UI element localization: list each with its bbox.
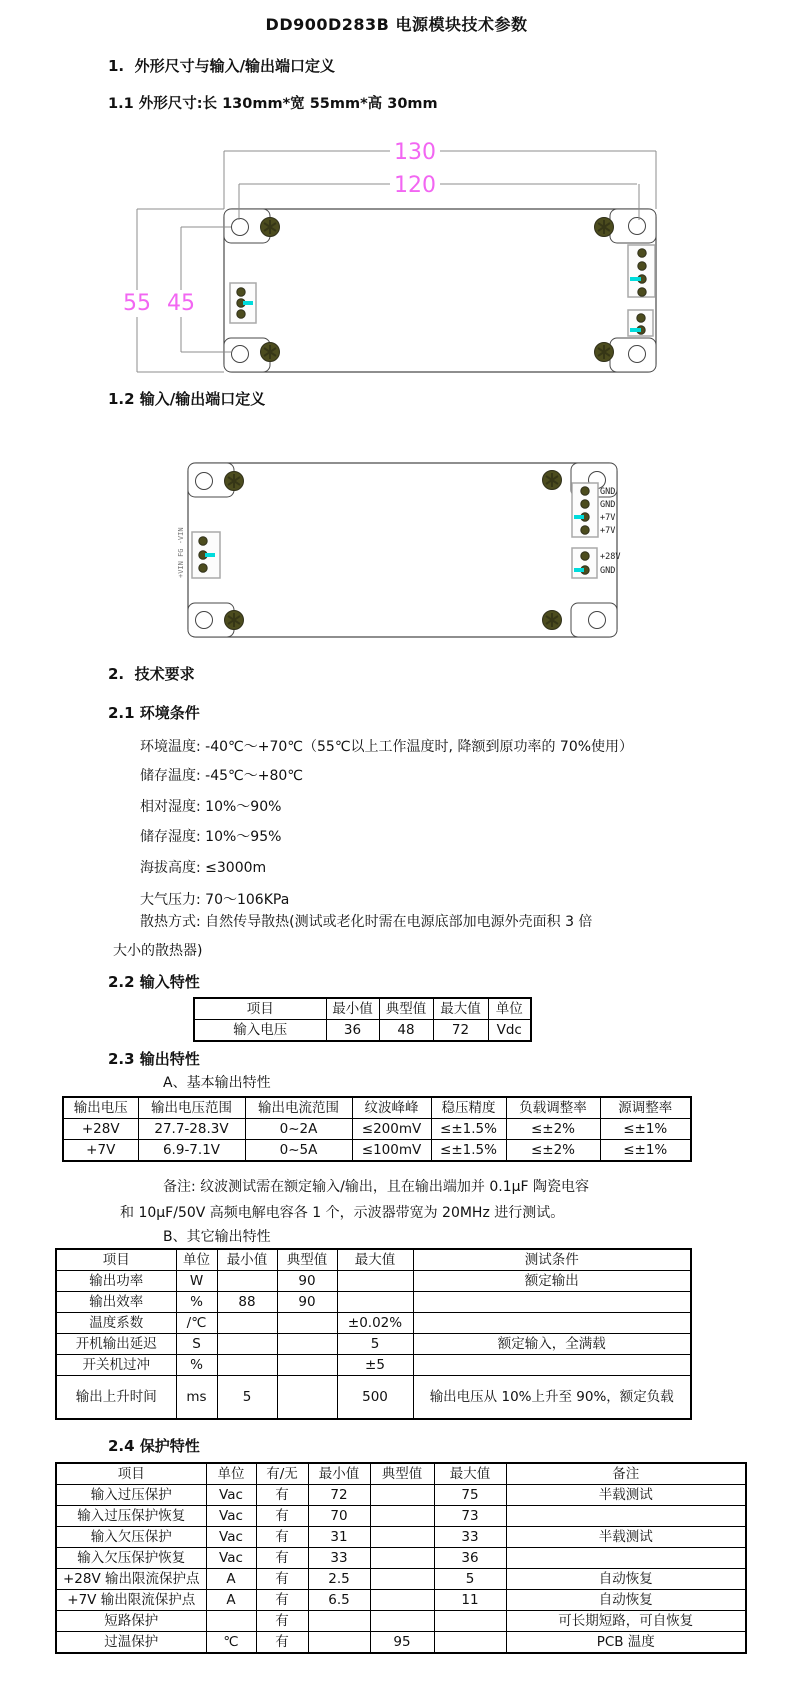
section-1-heading: 1. 外形尺寸与输入/输出端口定义 xyxy=(108,57,336,75)
table-cell: 温度系数 xyxy=(56,1313,176,1334)
table-cell xyxy=(206,1611,256,1632)
column-header: 负载调整率 xyxy=(506,1097,600,1119)
table-cell: 75 xyxy=(434,1485,506,1506)
column-header: 最小值 xyxy=(326,998,379,1020)
table-cell xyxy=(277,1355,337,1376)
table-cell: 有 xyxy=(256,1527,308,1548)
mounting-hole-icon xyxy=(232,219,249,236)
table-row xyxy=(56,1548,746,1569)
table-row xyxy=(56,1376,691,1420)
table-cell: 额定输入，全满载 xyxy=(413,1334,691,1355)
table-cell: 过温保护 xyxy=(56,1632,206,1654)
table-cell: 输出上升时间 xyxy=(56,1376,176,1420)
column-header: 最大值 xyxy=(337,1249,413,1271)
table-cell: 5 xyxy=(217,1376,277,1420)
table-cell: 半载测试 xyxy=(506,1485,746,1506)
table-cell xyxy=(413,1292,691,1313)
mounting-hole-icon xyxy=(629,218,646,235)
table-row xyxy=(56,1334,691,1355)
env-line-pressure: 大气压力: 70～106KPa xyxy=(140,892,290,908)
dim-45-label: 45 xyxy=(167,291,195,316)
table-cell xyxy=(506,1506,746,1527)
table-row xyxy=(56,1590,746,1611)
section-2-2-heading: 2.2 输入特性 xyxy=(108,973,200,991)
pin-icon xyxy=(638,288,646,296)
ripple-note-line2: 和 10μF/50V 高频电解电容各 1 个，示波器带宽为 20MHz 进行测试。 xyxy=(120,1205,565,1221)
table-cell: 500 xyxy=(337,1376,413,1420)
mounting-hole-icon xyxy=(196,612,213,629)
table-cell: 输出电压从 10%上升至 90%，额定负载 xyxy=(413,1376,691,1420)
table-cell xyxy=(506,1548,746,1569)
table-cell: 输出效率 xyxy=(56,1292,176,1313)
pin-highlight xyxy=(630,328,641,332)
table-cell xyxy=(337,1292,413,1313)
table-cell: 输入欠压保护恢复 xyxy=(56,1548,206,1569)
mounting-hole-icon xyxy=(589,612,606,629)
table-cell: ±0.02% xyxy=(337,1313,413,1334)
column-header: 单位 xyxy=(176,1249,217,1271)
env-line-humidity: 相对湿度: 10%～90% xyxy=(140,799,282,815)
table-cell: ≤200mV xyxy=(352,1119,431,1140)
subsection-a-heading: A、基本输出特性 xyxy=(163,1075,271,1091)
table-row xyxy=(56,1527,746,1548)
table-cell xyxy=(217,1271,277,1292)
column-header: 最大值 xyxy=(434,1463,506,1485)
table-cell: 输入过压保护恢复 xyxy=(56,1506,206,1527)
table-cell: Vac xyxy=(206,1527,256,1548)
mounting-hole-icon xyxy=(232,346,249,363)
table-cell: 70 xyxy=(308,1506,370,1527)
table-cell xyxy=(370,1527,434,1548)
table-cell: 输入电压 xyxy=(194,1020,326,1042)
table-cell: 自动恢复 xyxy=(506,1590,746,1611)
table-cell: 有 xyxy=(256,1632,308,1654)
column-header: 典型值 xyxy=(379,998,433,1020)
pin-label-7v: +7V xyxy=(600,526,616,536)
table-cell xyxy=(370,1611,434,1632)
table-cell: 2.5 xyxy=(308,1569,370,1590)
dim-55-label: 55 xyxy=(123,291,151,316)
data-table xyxy=(55,1248,692,1420)
header-row xyxy=(56,1249,691,1271)
column-header: 项目 xyxy=(194,998,326,1020)
dimension-drawing xyxy=(0,130,793,382)
column-header: 单位 xyxy=(206,1463,256,1485)
env-line-temperature: 环境温度: -40℃～+70℃（55℃以上工作温度时, 降额到原功率的 70%使用） xyxy=(140,739,634,755)
table-cell: Vdc xyxy=(488,1020,531,1042)
table-cell: Vac xyxy=(206,1548,256,1569)
table-cell: 88 xyxy=(217,1292,277,1313)
column-header: 测试条件 xyxy=(413,1249,691,1271)
table-cell: 输出功率 xyxy=(56,1271,176,1292)
table-cell: PCB 温度 xyxy=(506,1632,746,1654)
table-cell: 95 xyxy=(370,1632,434,1654)
table-cell: 有 xyxy=(256,1485,308,1506)
table-row xyxy=(56,1271,691,1292)
table-cell xyxy=(370,1485,434,1506)
table-row xyxy=(63,1140,691,1162)
table-cell: 36 xyxy=(434,1548,506,1569)
table-cell: +28V 输出限流保护点 xyxy=(56,1569,206,1590)
table-cell: 额定输出 xyxy=(413,1271,691,1292)
table-row xyxy=(56,1506,746,1527)
table-cell: A xyxy=(206,1590,256,1611)
table-cell: 有 xyxy=(256,1569,308,1590)
input-characteristics-table xyxy=(193,997,532,1042)
screw-icon xyxy=(225,611,244,630)
table-cell: S xyxy=(176,1334,217,1355)
dim-130-label: 130 xyxy=(394,140,436,165)
table-row xyxy=(194,1020,531,1042)
table-row xyxy=(56,1569,746,1590)
protection-table xyxy=(55,1462,747,1654)
port-definition-drawing xyxy=(0,420,793,650)
pin-label-gnd: GND xyxy=(600,500,616,510)
pin-icon xyxy=(199,537,207,545)
mounting-hole-icon xyxy=(629,346,646,363)
table-cell xyxy=(434,1611,506,1632)
pin-highlight xyxy=(630,277,641,281)
table-cell: 5 xyxy=(434,1569,506,1590)
table-cell: 有 xyxy=(256,1548,308,1569)
column-header: 最小值 xyxy=(217,1249,277,1271)
env-line-cooling-cont: 大小的散热器) xyxy=(113,943,203,959)
column-header: 输出电压 xyxy=(63,1097,138,1119)
table-cell: 半载测试 xyxy=(506,1527,746,1548)
pin-icon xyxy=(237,288,245,296)
table-cell: 36 xyxy=(326,1020,379,1042)
table-cell xyxy=(370,1548,434,1569)
section-2-3-heading: 2.3 输出特性 xyxy=(108,1050,200,1068)
table-cell: 0~5A xyxy=(245,1140,352,1162)
section-1-2-heading: 1.2 输入/输出端口定义 xyxy=(108,390,266,408)
screw-icon xyxy=(261,343,280,362)
table-cell xyxy=(217,1355,277,1376)
header-row xyxy=(194,998,531,1020)
table-cell: ≤±2% xyxy=(506,1119,600,1140)
table-cell: 自动恢复 xyxy=(506,1569,746,1590)
pin-icon xyxy=(638,262,646,270)
table-cell: 48 xyxy=(379,1020,433,1042)
table-cell xyxy=(434,1632,506,1654)
column-header: 最大值 xyxy=(433,998,488,1020)
column-header: 有/无 xyxy=(256,1463,308,1485)
basic-output-table xyxy=(62,1096,692,1162)
column-header: 输出电流范围 xyxy=(245,1097,352,1119)
env-line-altitude: 海拔高度: ≤3000m xyxy=(140,860,267,876)
table-cell: 0~2A xyxy=(245,1119,352,1140)
table-cell: ≤±1.5% xyxy=(431,1119,506,1140)
pin-icon xyxy=(581,500,589,508)
section-2-4-heading: 2.4 保护特性 xyxy=(108,1437,200,1455)
table-cell: 11 xyxy=(434,1590,506,1611)
dim-120-label: 120 xyxy=(394,173,436,198)
table-cell xyxy=(370,1569,434,1590)
table-cell: ≤100mV xyxy=(352,1140,431,1162)
column-header: 典型值 xyxy=(277,1249,337,1271)
table-cell xyxy=(370,1506,434,1527)
pin-icon xyxy=(581,487,589,495)
input-pins-label: +VIN FG -VIN xyxy=(177,527,185,578)
pin-icon xyxy=(237,310,245,318)
table-cell: 有 xyxy=(256,1611,308,1632)
pin-highlight xyxy=(574,568,584,572)
table-cell xyxy=(277,1376,337,1420)
pin-highlight xyxy=(574,515,584,519)
screw-icon xyxy=(261,218,280,237)
column-header: 项目 xyxy=(56,1249,176,1271)
column-header: 典型值 xyxy=(370,1463,434,1485)
table-cell: 73 xyxy=(434,1506,506,1527)
pin-label-7v: +7V xyxy=(600,513,616,523)
table-row xyxy=(56,1611,746,1632)
env-line-cooling: 散热方式: 自然传导散热(测试或老化时需在电源底部加电源外壳面积 3 倍 xyxy=(140,914,593,930)
mounting-hole-icon xyxy=(196,473,213,490)
column-header: 单位 xyxy=(488,998,531,1020)
table-cell xyxy=(337,1271,413,1292)
table-cell: W xyxy=(176,1271,217,1292)
table-cell: 33 xyxy=(308,1548,370,1569)
pin-icon xyxy=(581,552,589,560)
section-2-1-heading: 2.1 环境条件 xyxy=(108,704,200,722)
column-header: 最小值 xyxy=(308,1463,370,1485)
pin-icon xyxy=(199,564,207,572)
column-header: 纹波峰峰 xyxy=(352,1097,431,1119)
table-cell xyxy=(217,1313,277,1334)
pin-icon xyxy=(581,526,589,534)
pin-icon xyxy=(637,314,645,322)
table-cell: ℃ xyxy=(206,1632,256,1654)
screw-icon xyxy=(225,472,244,491)
table-cell xyxy=(277,1334,337,1355)
ripple-note-line1: 备注: 纹波测试需在额定输入/输出，且在输出端加并 0.1μF 陶瓷电容 xyxy=(163,1179,590,1195)
table-cell: 开关机过冲 xyxy=(56,1355,176,1376)
column-header: 备注 xyxy=(506,1463,746,1485)
pin-highlight xyxy=(243,301,253,305)
pin-highlight xyxy=(205,553,215,557)
env-line-storage-temp: 储存温度: -45℃～+80℃ xyxy=(140,768,304,784)
screw-icon xyxy=(595,218,614,237)
table-cell: A xyxy=(206,1569,256,1590)
table-cell: % xyxy=(176,1292,217,1313)
data-table xyxy=(193,997,532,1042)
subsection-b-heading: B、其它输出特性 xyxy=(163,1229,271,1245)
table-cell: Vac xyxy=(206,1506,256,1527)
screw-icon xyxy=(543,611,562,630)
header-row xyxy=(63,1097,691,1119)
document-title: DD900D283B 电源模块技术参数 xyxy=(265,15,528,34)
table-cell: /℃ xyxy=(176,1313,217,1334)
table-row xyxy=(56,1485,746,1506)
table-cell: 5 xyxy=(337,1334,413,1355)
table-row xyxy=(56,1632,746,1654)
table-cell: 输入欠压保护 xyxy=(56,1527,206,1548)
pin-label-gnd: GND xyxy=(600,566,616,576)
table-cell: ms xyxy=(176,1376,217,1420)
table-cell: ≤±2% xyxy=(506,1140,600,1162)
screw-icon xyxy=(595,343,614,362)
table-row xyxy=(63,1119,691,1140)
other-output-table xyxy=(55,1248,692,1420)
data-table xyxy=(55,1462,747,1654)
column-header: 稳压精度 xyxy=(431,1097,506,1119)
pin-label-28v: +28V xyxy=(600,552,621,562)
column-header: 输出电压范围 xyxy=(138,1097,245,1119)
table-cell: Vac xyxy=(206,1485,256,1506)
table-cell xyxy=(413,1355,691,1376)
pin-label-gnd: GND xyxy=(600,487,616,497)
header-row xyxy=(56,1463,746,1485)
table-cell: ≤±1% xyxy=(600,1119,691,1140)
module-outline xyxy=(224,209,656,372)
table-cell: % xyxy=(176,1355,217,1376)
table-cell: +28V xyxy=(63,1119,138,1140)
table-cell: 6.9-7.1V xyxy=(138,1140,245,1162)
table-cell: 6.5 xyxy=(308,1590,370,1611)
table-cell xyxy=(370,1590,434,1611)
env-line-storage-humidity: 储存湿度: 10%～95% xyxy=(140,829,282,845)
table-cell: 90 xyxy=(277,1271,337,1292)
table-cell: 短路保护 xyxy=(56,1611,206,1632)
table-cell: 有 xyxy=(256,1590,308,1611)
table-cell xyxy=(308,1611,370,1632)
table-cell: ±5 xyxy=(337,1355,413,1376)
table-cell: 72 xyxy=(308,1485,370,1506)
table-cell: 有 xyxy=(256,1506,308,1527)
table-cell: 72 xyxy=(433,1020,488,1042)
table-cell: +7V 输出限流保护点 xyxy=(56,1590,206,1611)
table-cell: 输入过压保护 xyxy=(56,1485,206,1506)
data-table xyxy=(62,1096,692,1162)
table-cell xyxy=(277,1313,337,1334)
table-cell xyxy=(217,1334,277,1355)
table-row xyxy=(56,1313,691,1334)
column-header: 项目 xyxy=(56,1463,206,1485)
column-header: 源调整率 xyxy=(600,1097,691,1119)
table-cell: 31 xyxy=(308,1527,370,1548)
table-cell: 90 xyxy=(277,1292,337,1313)
pin-icon xyxy=(638,249,646,257)
table-cell xyxy=(413,1313,691,1334)
section-2-heading: 2. 技术要求 xyxy=(108,665,195,683)
table-cell: 开机输出延迟 xyxy=(56,1334,176,1355)
screw-icon xyxy=(543,471,562,490)
table-cell: +7V xyxy=(63,1140,138,1162)
table-cell: ≤±1.5% xyxy=(431,1140,506,1162)
table-cell xyxy=(308,1632,370,1654)
table-cell: ≤±1% xyxy=(600,1140,691,1162)
section-1-1-heading: 1.1 外形尺寸:长 130mm*宽 55mm*高 30mm xyxy=(108,96,438,112)
table-cell: 可长期短路，可自恢复 xyxy=(506,1611,746,1632)
table-cell: 33 xyxy=(434,1527,506,1548)
table-cell: 27.7-28.3V xyxy=(138,1119,245,1140)
table-row xyxy=(56,1355,691,1376)
table-row xyxy=(56,1292,691,1313)
